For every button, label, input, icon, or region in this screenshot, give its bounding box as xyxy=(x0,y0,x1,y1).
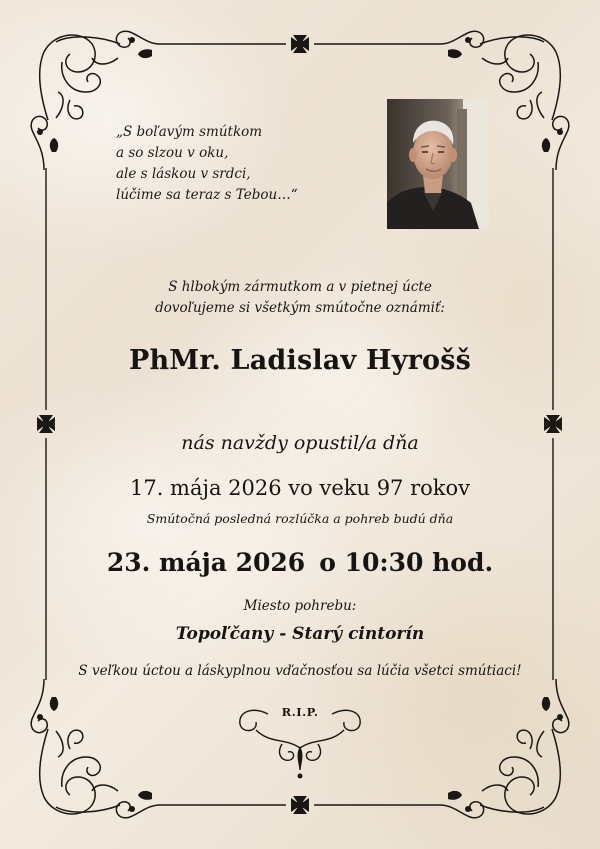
quote-line: lúčime sa teraz s Tebou…“ xyxy=(116,187,298,203)
left-us-line: nás navždy opustil/a dňa xyxy=(181,432,419,454)
intro-line: dovoľujeme si všetkým smútočne oznámiť: xyxy=(155,300,445,316)
quote-line: „S boľavým smútkom xyxy=(116,124,263,140)
portrait-photo xyxy=(387,99,489,229)
funeral-notice: Smútočná posledná rozlúčka a pohreb budú dňa xyxy=(146,511,454,526)
rip-label: R.I.P. xyxy=(281,705,319,719)
funeral-time: o 10:30 hod. xyxy=(319,548,494,577)
maltese-cross-icon xyxy=(544,415,562,433)
corner-flourish-icon xyxy=(440,679,569,818)
memorial-quote xyxy=(116,122,346,206)
maltese-cross-icon xyxy=(37,415,55,433)
funeral-datetime xyxy=(0,548,600,577)
rip-ornament-icon xyxy=(240,710,360,778)
quote-line: a so slzou v oku, xyxy=(116,145,229,161)
deceased-name: PhMr. Ladislav Hyrošš xyxy=(128,345,472,376)
quote-line: ale s láskou v srdci, xyxy=(116,166,251,182)
intro-line: S hlbokým zármutkom a v pietnej úcte xyxy=(168,279,432,295)
announcement-intro xyxy=(0,277,600,319)
funeral-date: 23. mája 2026 xyxy=(106,548,306,577)
corner-flourish-icon xyxy=(31,679,160,818)
closing-line: S veľkou úctou a láskyplnou vďačnosťou sa lúčia všetci smútiaci! xyxy=(78,663,522,679)
maltese-cross-icon xyxy=(291,796,309,814)
maltese-cross-icon xyxy=(291,35,309,53)
place-label: Miesto pohrebu: xyxy=(243,598,357,614)
funeral-place: Topoľčany - Starý cintorín xyxy=(175,624,425,644)
death-date-age: 17. mája 2026 vo veku 97 rokov xyxy=(129,476,471,500)
